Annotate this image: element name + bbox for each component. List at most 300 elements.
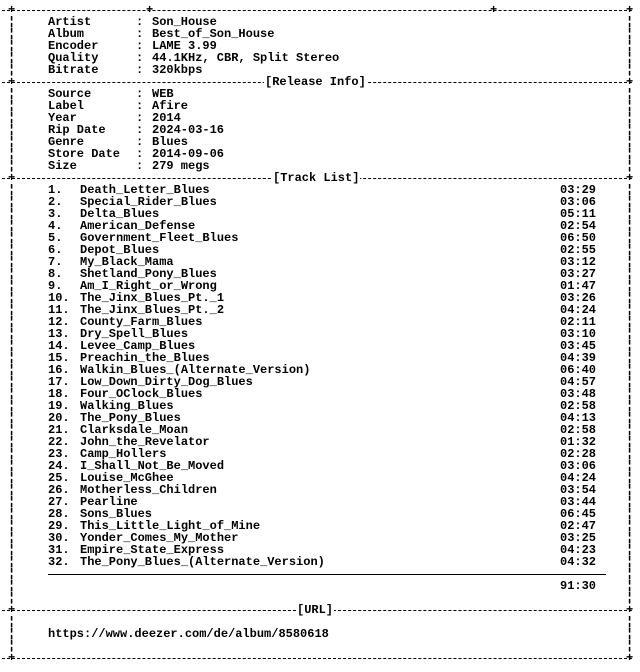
track-row bbox=[0, 184, 640, 196]
frame-right-edge: ¦ bbox=[626, 304, 634, 316]
corner-plus: + bbox=[8, 604, 16, 616]
track-row bbox=[0, 484, 640, 496]
frame-left-edge: ¦ bbox=[8, 424, 16, 436]
section-heading: [Release Info] bbox=[265, 76, 366, 88]
track-duration: 03:06 bbox=[560, 460, 597, 472]
track-number: 22. bbox=[48, 436, 70, 448]
field-separator: : bbox=[136, 136, 144, 148]
frame-right-edge: ¦ bbox=[626, 568, 634, 580]
track-duration: 06:40 bbox=[560, 364, 597, 376]
track-duration: 03:27 bbox=[560, 268, 597, 280]
track-row bbox=[0, 292, 640, 304]
field-value: WEB bbox=[152, 88, 174, 100]
track-title: Delta_Blues bbox=[80, 208, 160, 220]
track-number: 10. bbox=[48, 292, 70, 304]
corner-plus: + bbox=[626, 652, 634, 664]
track-title: Special_Rider_Blues bbox=[80, 196, 217, 208]
track-duration: 02:58 bbox=[560, 424, 597, 436]
track-number: 4. bbox=[48, 220, 63, 232]
frame-left-edge: ¦ bbox=[8, 256, 16, 268]
info-field bbox=[0, 52, 640, 64]
field-label: Source bbox=[48, 88, 92, 100]
frame-right-edge: ¦ bbox=[626, 268, 634, 280]
field-label: Store Date bbox=[48, 148, 121, 160]
frame-right-edge: ¦ bbox=[626, 316, 634, 328]
frame-left-edge: ¦ bbox=[8, 208, 16, 220]
track-title: Levee_Camp_Blues bbox=[80, 340, 196, 352]
track-title: Dry_Spell_Blues bbox=[80, 328, 189, 340]
track-number: 31. bbox=[48, 544, 70, 556]
field-label: Quality bbox=[48, 52, 99, 64]
field-value: LAME 3.99 bbox=[152, 40, 217, 52]
track-row bbox=[0, 328, 640, 340]
track-number: 20. bbox=[48, 412, 70, 424]
frame-right-edge: ¦ bbox=[626, 640, 634, 652]
total-rule-line bbox=[0, 568, 640, 580]
corner-plus: + bbox=[8, 4, 16, 16]
corner-plus: + bbox=[626, 76, 634, 88]
track-row bbox=[0, 436, 640, 448]
track-row bbox=[0, 496, 640, 508]
frame-right-edge: ¦ bbox=[626, 160, 634, 172]
url-divider bbox=[0, 604, 640, 616]
track-title: Sons_Blues bbox=[80, 508, 153, 520]
field-separator: : bbox=[136, 16, 144, 28]
frame-left-edge: ¦ bbox=[8, 352, 16, 364]
track-number: 26. bbox=[48, 484, 70, 496]
frame-right-edge: ¦ bbox=[626, 208, 634, 220]
track-number: 6. bbox=[48, 244, 63, 256]
track-duration: 02:54 bbox=[560, 220, 597, 232]
frame-left-edge: ¦ bbox=[8, 400, 16, 412]
frame-right-edge: ¦ bbox=[626, 388, 634, 400]
frame-right-edge: ¦ bbox=[626, 364, 634, 376]
info-field bbox=[0, 64, 640, 76]
track-title: The_Pony_Blues_(Alternate_Version) bbox=[80, 556, 325, 568]
track-row bbox=[0, 256, 640, 268]
track-duration: 04:39 bbox=[560, 352, 597, 364]
info-field bbox=[0, 124, 640, 136]
track-number: 9. bbox=[48, 280, 63, 292]
field-value: 2024-03-16 bbox=[152, 124, 225, 136]
field-label: Rip Date bbox=[48, 124, 106, 136]
track-row bbox=[0, 412, 640, 424]
field-label: Label bbox=[48, 100, 85, 112]
track-title: This_Little_Light_of_Mine bbox=[80, 520, 261, 532]
track-number: 18. bbox=[48, 388, 70, 400]
track-duration: 03:26 bbox=[560, 292, 597, 304]
track-number: 8. bbox=[48, 268, 63, 280]
field-value: 2014 bbox=[152, 112, 181, 124]
frame-right-edge: ¦ bbox=[626, 232, 634, 244]
track-duration: 03:10 bbox=[560, 328, 597, 340]
frame-left-edge: ¦ bbox=[8, 160, 16, 172]
field-separator: : bbox=[136, 160, 144, 172]
frame-left-edge: ¦ bbox=[8, 328, 16, 340]
frame-right-edge: ¦ bbox=[626, 352, 634, 364]
track-duration: 02:28 bbox=[560, 448, 597, 460]
frame-left-edge: ¦ bbox=[8, 544, 16, 556]
track-row bbox=[0, 196, 640, 208]
track-row bbox=[0, 424, 640, 436]
track-duration: 06:45 bbox=[560, 508, 597, 520]
track-duration: 04:23 bbox=[560, 544, 597, 556]
frame-left-edge: ¦ bbox=[8, 472, 16, 484]
frame-left-edge: ¦ bbox=[8, 496, 16, 508]
frame-right-edge: ¦ bbox=[626, 40, 634, 52]
frame-right-edge: ¦ bbox=[626, 544, 634, 556]
track-duration: 01:32 bbox=[560, 436, 597, 448]
track-number: 13. bbox=[48, 328, 70, 340]
bottom-border bbox=[0, 652, 640, 664]
frame-left-edge: ¦ bbox=[8, 556, 16, 568]
corner-plus: + bbox=[626, 172, 634, 184]
album-url-row bbox=[0, 628, 640, 640]
total-duration-row bbox=[0, 580, 640, 592]
frame-left-edge: ¦ bbox=[8, 280, 16, 292]
track-duration: 03:45 bbox=[560, 340, 597, 352]
field-separator: : bbox=[136, 124, 144, 136]
field-separator: : bbox=[136, 28, 144, 40]
frame-right-edge: ¦ bbox=[626, 328, 634, 340]
track-row bbox=[0, 244, 640, 256]
frame-left-edge: ¦ bbox=[8, 484, 16, 496]
album-url: https://www.deezer.com/de/album/8580618 bbox=[48, 628, 329, 640]
frame-left-edge: ¦ bbox=[8, 136, 16, 148]
field-separator: : bbox=[136, 40, 144, 52]
track-number: 11. bbox=[48, 304, 70, 316]
track-title: Louise_McGhee bbox=[80, 472, 174, 484]
frame-right-edge: ¦ bbox=[626, 244, 634, 256]
track-number: 7. bbox=[48, 256, 63, 268]
corner-plus: + bbox=[626, 604, 634, 616]
track-number: 23. bbox=[48, 448, 70, 460]
track-title: Camp_Hollers bbox=[80, 448, 167, 460]
track-number: 17. bbox=[48, 376, 70, 388]
track-duration: 03:54 bbox=[560, 484, 597, 496]
info-field bbox=[0, 16, 640, 28]
field-value: 2014-09-06 bbox=[152, 148, 225, 160]
info-field bbox=[0, 28, 640, 40]
frame-left-edge: ¦ bbox=[8, 616, 16, 628]
track-title: I_Shall_Not_Be_Moved bbox=[80, 460, 225, 472]
track-number: 14. bbox=[48, 340, 70, 352]
frame-right-edge: ¦ bbox=[626, 376, 634, 388]
frame-right-edge: ¦ bbox=[626, 52, 634, 64]
frame-left-edge: ¦ bbox=[8, 244, 16, 256]
track-number: 25. bbox=[48, 472, 70, 484]
frame-right-edge: ¦ bbox=[626, 124, 634, 136]
frame-right-edge: ¦ bbox=[626, 520, 634, 532]
track-row bbox=[0, 532, 640, 544]
frame-left-edge: ¦ bbox=[8, 28, 16, 40]
field-value: Best_of_Son_House bbox=[152, 28, 275, 40]
track-row bbox=[0, 520, 640, 532]
field-separator: : bbox=[136, 88, 144, 100]
frame-left-edge: ¦ bbox=[8, 412, 16, 424]
track-row bbox=[0, 280, 640, 292]
info-field bbox=[0, 160, 640, 172]
section-heading: [URL] bbox=[297, 604, 334, 616]
track-row bbox=[0, 208, 640, 220]
corner-plus: + bbox=[146, 4, 154, 16]
dashed-rule bbox=[2, 10, 632, 11]
frame-right-edge: ¦ bbox=[626, 460, 634, 472]
frame-left-edge: ¦ bbox=[8, 124, 16, 136]
blank-line bbox=[0, 616, 640, 628]
track-duration: 03:44 bbox=[560, 496, 597, 508]
track-title: Shetland_Pony_Blues bbox=[80, 268, 217, 280]
track-title: Pearline bbox=[80, 496, 138, 508]
corner-plus: + bbox=[8, 652, 16, 664]
track-duration: 04:24 bbox=[560, 472, 597, 484]
frame-left-edge: ¦ bbox=[8, 40, 16, 52]
track-title: My_Black_Mama bbox=[80, 256, 174, 268]
track-row bbox=[0, 376, 640, 388]
frame-left-edge: ¦ bbox=[8, 220, 16, 232]
frame-right-edge: ¦ bbox=[626, 496, 634, 508]
top-border bbox=[0, 4, 640, 16]
frame-right-edge: ¦ bbox=[626, 472, 634, 484]
frame-right-edge: ¦ bbox=[626, 64, 634, 76]
track-title: The_Pony_Blues bbox=[80, 412, 181, 424]
field-value: 320kbps bbox=[152, 64, 203, 76]
track-row bbox=[0, 448, 640, 460]
track-title: Government_Fleet_Blues bbox=[80, 232, 239, 244]
frame-right-edge: ¦ bbox=[626, 88, 634, 100]
field-separator: : bbox=[136, 64, 144, 76]
frame-left-edge: ¦ bbox=[8, 100, 16, 112]
track-row bbox=[0, 364, 640, 376]
corner-plus: + bbox=[8, 76, 16, 88]
frame-left-edge: ¦ bbox=[8, 376, 16, 388]
field-label: Artist bbox=[48, 16, 92, 28]
frame-right-edge: ¦ bbox=[626, 136, 634, 148]
frame-right-edge: ¦ bbox=[626, 196, 634, 208]
track-row bbox=[0, 352, 640, 364]
frame-right-edge: ¦ bbox=[626, 184, 634, 196]
frame-left-edge: ¦ bbox=[8, 52, 16, 64]
frame-right-edge: ¦ bbox=[626, 556, 634, 568]
track-number: 30. bbox=[48, 532, 70, 544]
nfo-document bbox=[0, 4, 640, 664]
field-value: 44.1KHz, CBR, Split Stereo bbox=[152, 52, 340, 64]
frame-right-edge: ¦ bbox=[626, 220, 634, 232]
frame-right-edge: ¦ bbox=[626, 280, 634, 292]
info-field bbox=[0, 112, 640, 124]
blank-line bbox=[0, 592, 640, 604]
frame-right-edge: ¦ bbox=[626, 580, 634, 592]
track-number: 27. bbox=[48, 496, 70, 508]
track-title: Death_Letter_Blues bbox=[80, 184, 210, 196]
frame-left-edge: ¦ bbox=[8, 196, 16, 208]
frame-right-edge: ¦ bbox=[626, 340, 634, 352]
track-number: 3. bbox=[48, 208, 63, 220]
track-title: Preachin_the_Blues bbox=[80, 352, 210, 364]
frame-right-edge: ¦ bbox=[626, 256, 634, 268]
frame-left-edge: ¦ bbox=[8, 460, 16, 472]
frame-left-edge: ¦ bbox=[8, 532, 16, 544]
frame-right-edge: ¦ bbox=[626, 400, 634, 412]
field-value: 279 megs bbox=[152, 160, 210, 172]
track-row bbox=[0, 388, 640, 400]
track-row bbox=[0, 460, 640, 472]
frame-right-edge: ¦ bbox=[626, 148, 634, 160]
frame-right-edge: ¦ bbox=[626, 484, 634, 496]
track-title: American_Defense bbox=[80, 220, 196, 232]
release-info-divider bbox=[0, 76, 640, 88]
frame-left-edge: ¦ bbox=[8, 520, 16, 532]
track-duration: 03:06 bbox=[560, 196, 597, 208]
track-row bbox=[0, 508, 640, 520]
frame-left-edge: ¦ bbox=[8, 568, 16, 580]
track-number: 21. bbox=[48, 424, 70, 436]
track-duration: 04:57 bbox=[560, 376, 597, 388]
track-title: Am_I_Right_or_Wrong bbox=[80, 280, 217, 292]
track-number: 5. bbox=[48, 232, 63, 244]
track-duration: 04:24 bbox=[560, 304, 597, 316]
field-value: Afire bbox=[152, 100, 189, 112]
frame-right-edge: ¦ bbox=[626, 112, 634, 124]
frame-right-edge: ¦ bbox=[626, 532, 634, 544]
corner-plus: + bbox=[8, 172, 16, 184]
track-row bbox=[0, 472, 640, 484]
corner-plus: + bbox=[626, 4, 634, 16]
track-row bbox=[0, 232, 640, 244]
frame-left-edge: ¦ bbox=[8, 592, 16, 604]
frame-right-edge: ¦ bbox=[626, 100, 634, 112]
track-title: Motherless_Children bbox=[80, 484, 217, 496]
frame-right-edge: ¦ bbox=[626, 436, 634, 448]
corner-plus: + bbox=[490, 4, 498, 16]
frame-left-edge: ¦ bbox=[8, 292, 16, 304]
track-duration: 02:47 bbox=[560, 520, 597, 532]
track-title: John_the_Revelator bbox=[80, 436, 210, 448]
frame-left-edge: ¦ bbox=[8, 436, 16, 448]
total-duration: 91:30 bbox=[560, 580, 597, 592]
field-label: Genre bbox=[48, 136, 85, 148]
track-duration: 03:29 bbox=[560, 184, 597, 196]
track-duration: 04:13 bbox=[560, 412, 597, 424]
frame-left-edge: ¦ bbox=[8, 640, 16, 652]
track-number: 1. bbox=[48, 184, 63, 196]
track-title: Depot_Blues bbox=[80, 244, 160, 256]
frame-right-edge: ¦ bbox=[626, 28, 634, 40]
track-row bbox=[0, 268, 640, 280]
frame-left-edge: ¦ bbox=[8, 16, 16, 28]
track-duration: 03:25 bbox=[560, 532, 597, 544]
frame-left-edge: ¦ bbox=[8, 112, 16, 124]
frame-left-edge: ¦ bbox=[8, 184, 16, 196]
frame-right-edge: ¦ bbox=[626, 448, 634, 460]
field-label: Year bbox=[48, 112, 77, 124]
field-label: Size bbox=[48, 160, 77, 172]
field-separator: : bbox=[136, 112, 144, 124]
track-duration: 02:11 bbox=[560, 316, 597, 328]
track-row bbox=[0, 220, 640, 232]
track-title: Low_Down_Dirty_Dog_Blues bbox=[80, 376, 253, 388]
track-duration: 01:47 bbox=[560, 280, 597, 292]
track-duration: 03:12 bbox=[560, 256, 597, 268]
dashed-rule bbox=[2, 658, 632, 659]
track-title: The_Jinx_Blues_Pt._1 bbox=[80, 292, 225, 304]
frame-left-edge: ¦ bbox=[8, 304, 16, 316]
info-field bbox=[0, 100, 640, 112]
frame-left-edge: ¦ bbox=[8, 628, 16, 640]
section-heading: [Track List] bbox=[273, 172, 360, 184]
frame-left-edge: ¦ bbox=[8, 88, 16, 100]
track-duration: 02:55 bbox=[560, 244, 597, 256]
frame-left-edge: ¦ bbox=[8, 232, 16, 244]
field-value: Son_House bbox=[152, 16, 217, 28]
track-duration: 02:58 bbox=[560, 400, 597, 412]
track-title: County_Farm_Blues bbox=[80, 316, 203, 328]
track-number: 28. bbox=[48, 508, 70, 520]
track-duration: 03:48 bbox=[560, 388, 597, 400]
blank-line bbox=[0, 640, 640, 652]
track-duration: 04:32 bbox=[560, 556, 597, 568]
field-separator: : bbox=[136, 148, 144, 160]
frame-left-edge: ¦ bbox=[8, 580, 16, 592]
track-duration: 06:50 bbox=[560, 232, 597, 244]
frame-right-edge: ¦ bbox=[626, 508, 634, 520]
frame-right-edge: ¦ bbox=[626, 292, 634, 304]
track-row bbox=[0, 316, 640, 328]
track-number: 32. bbox=[48, 556, 70, 568]
frame-left-edge: ¦ bbox=[8, 148, 16, 160]
track-number: 16. bbox=[48, 364, 70, 376]
track-title: Empire_State_Express bbox=[80, 544, 225, 556]
track-duration: 05:11 bbox=[560, 208, 597, 220]
field-separator: : bbox=[136, 100, 144, 112]
info-field bbox=[0, 88, 640, 100]
frame-left-edge: ¦ bbox=[8, 316, 16, 328]
track-row bbox=[0, 544, 640, 556]
track-number: 2. bbox=[48, 196, 63, 208]
frame-left-edge: ¦ bbox=[8, 448, 16, 460]
track-row bbox=[0, 556, 640, 568]
track-title: Clarksdale_Moan bbox=[80, 424, 189, 436]
track-row bbox=[0, 400, 640, 412]
frame-left-edge: ¦ bbox=[8, 364, 16, 376]
frame-left-edge: ¦ bbox=[8, 508, 16, 520]
frame-right-edge: ¦ bbox=[626, 616, 634, 628]
track-title: The_Jinx_Blues_Pt._2 bbox=[80, 304, 225, 316]
track-title: Walking_Blues bbox=[80, 400, 174, 412]
track-number: 12. bbox=[48, 316, 70, 328]
frame-left-edge: ¦ bbox=[8, 268, 16, 280]
track-row bbox=[0, 304, 640, 316]
frame-right-edge: ¦ bbox=[626, 424, 634, 436]
track-number: 15. bbox=[48, 352, 70, 364]
frame-right-edge: ¦ bbox=[626, 412, 634, 424]
info-field bbox=[0, 148, 640, 160]
track-number: 24. bbox=[48, 460, 70, 472]
track-list-divider bbox=[0, 172, 640, 184]
frame-left-edge: ¦ bbox=[8, 388, 16, 400]
field-value: Blues bbox=[152, 136, 189, 148]
track-title: Yonder_Comes_My_Mother bbox=[80, 532, 239, 544]
track-number: 19. bbox=[48, 400, 70, 412]
track-title: Four_OClock_Blues bbox=[80, 388, 203, 400]
total-rule bbox=[48, 574, 606, 575]
frame-left-edge: ¦ bbox=[8, 340, 16, 352]
frame-right-edge: ¦ bbox=[626, 16, 634, 28]
frame-right-edge: ¦ bbox=[626, 592, 634, 604]
info-field bbox=[0, 136, 640, 148]
field-separator: : bbox=[136, 52, 144, 64]
field-label: Album bbox=[48, 28, 85, 40]
